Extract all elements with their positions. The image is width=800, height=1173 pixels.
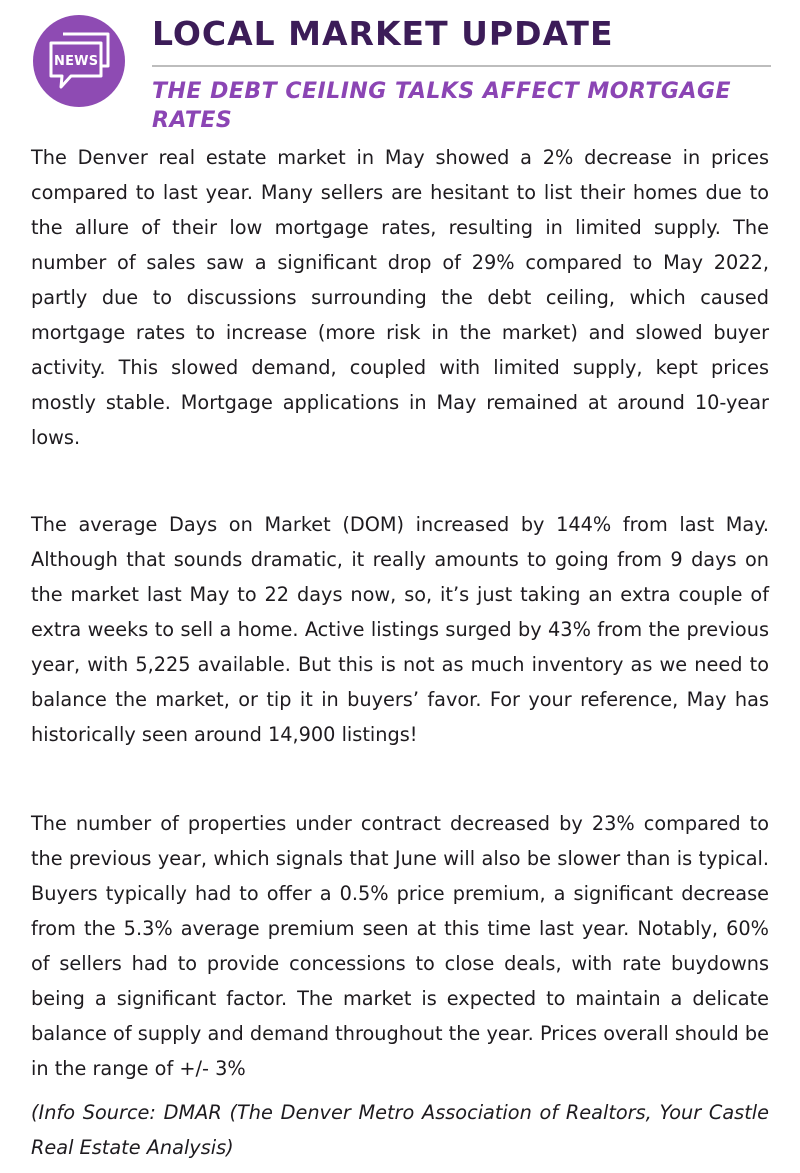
title-divider xyxy=(152,65,771,67)
news-badge-label: NEWS xyxy=(54,54,99,69)
article-paragraph-1: The Denver real estate market in May showed a 2% decrease in prices compared to last year. Many sellers are hesitant to list their homes due to the allure of their low mortgage rates, resulting in limited supply. The number of sales saw a significant drop of 29% compared to May 2022, partly due to discussions surrounding the debt ceiling, which caused mortgage rates to increase (more risk in the market) and slowed buyer activity. This slowed demand, coupled with limited supply, kept prices mostly stable. Mortgage applications in May remained at around 10-year lows. xyxy=(31,146,769,449)
news-chat-icon xyxy=(33,15,125,107)
article-paragraph-3: The number of properties under contract decreased by 23% compared to the previous year, which signals that June will also be slower than is typical. Buyers typically had to offer a 0.5% price premium, a significant decrease from the 5.3% average premium seen at this time last year. Notably, 60% of sellers had to provide concessions to close deals, with rate buydowns being a significant factor. The market is expected to maintain a delicate balance of supply and demand throughout the year. Prices overall should be in the range of +/- 3% xyxy=(31,812,769,1080)
info-source-note: (Info Source: DMAR (The Denver Metro Association of Realtors, Your Castle Real Estate Analysis) xyxy=(31,1101,769,1159)
article-paragraph-2: The average Days on Market (DOM) increased by 144% from last May. Although that sounds dramatic, it really amounts to going from 9 days on the market last May to 22 days now, so, it’s just taking an extra couple of extra weeks to sell a home. Active listings surged by 43% from the previous year, with 5,225 available. But this is not as much inventory as we need to balance the market, or tip it in buyers’ favor. For your reference, May has historically seen around 14,900 listings! xyxy=(31,513,769,746)
article-subtitle: THE DEBT CEILING TALKS AFFECT MORTGAGE RATES xyxy=(152,79,732,133)
page-title: LOCAL MARKET UPDATE xyxy=(152,14,614,53)
